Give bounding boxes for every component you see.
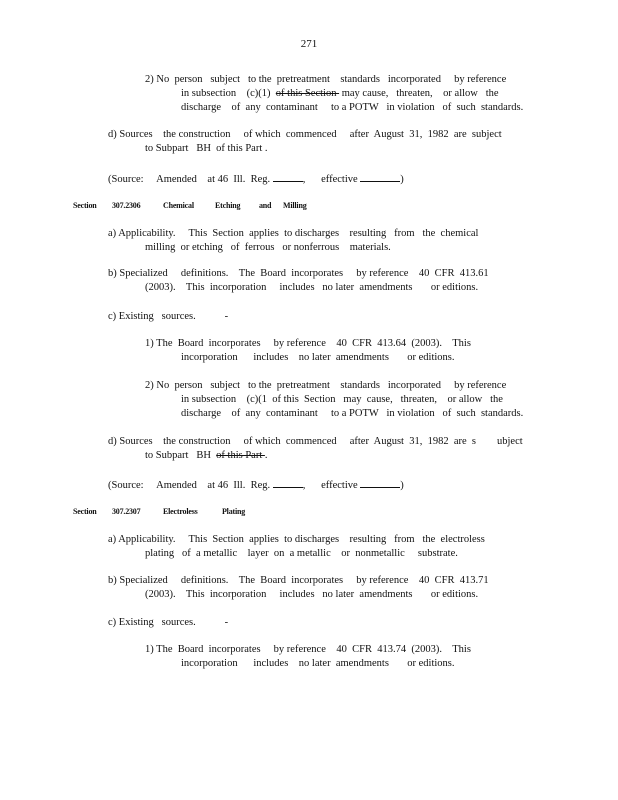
definitions-line-1: b) Specialized definitions. The Board incorporates by reference 40 CFR 413.71: [108, 575, 489, 586]
section-number: 307.2306: [112, 201, 141, 210]
source-note-1: (Source: Amended at 46 Ill. Reg. , effective ): [108, 171, 404, 186]
item-2-line-1: 2) No person subject to the pretreatment standards incorporated by reference: [145, 380, 507, 391]
section-title-word: Plating: [222, 507, 246, 516]
existing-sources-heading: c) Existing sources. -: [108, 311, 229, 322]
applicability-line-1: a) Applicability. This Section applies to discharges resulting from the electroless: [108, 534, 485, 545]
item-2-line-1: 2) No person subject to the pretreatment standards incorporated by reference: [145, 74, 507, 85]
applicability-line-1: a) Applicability. This Section applies to discharges resulting from the chemical: [108, 228, 479, 239]
item-d-line-1: d) Sources the construction of which commenced after August 31, 1982 are s ubject: [108, 436, 523, 447]
section-title-word: and: [259, 201, 272, 210]
deleted-text: of this Part: [216, 450, 265, 461]
section-title-word: Milling: [283, 201, 307, 210]
item-d-line-2: to Subpart BH of this Part .: [145, 450, 268, 461]
blank-line: [360, 477, 400, 488]
item-1-line-2: incorporation includes no later amendments or editions.: [181, 352, 455, 363]
section-label: Section: [73, 201, 97, 210]
blank-line: [273, 477, 303, 488]
item-d-line-1: d) Sources the construction of which commenced after August 31, 1982 are subject: [108, 129, 502, 140]
item-1-line-1: 1) The Board incorporates by reference 40 CFR 413.64 (2003). This: [145, 338, 471, 349]
definitions-line-1: b) Specialized definitions. The Board incorporates by reference 40 CFR 413.61: [108, 268, 489, 279]
blank-line: [273, 171, 303, 182]
blank-line: [360, 171, 400, 182]
source-note-2: (Source: Amended at 46 Ill. Reg. , effective ): [108, 477, 404, 492]
definitions-line-2: (2003). This incorporation includes no later amendments or editions.: [145, 282, 479, 293]
item-2-line-2: in subsection (c)(1) of this Section may cause, threaten, or allow the: [181, 88, 499, 99]
item-2-line-2: in subsection (c)(1 of this Section may cause, threaten, or allow the: [181, 394, 503, 405]
section-label: Section: [73, 507, 97, 516]
item-1-line-1: 1) The Board incorporates by reference 40 CFR 413.74 (2003). This: [145, 644, 471, 655]
section-title-word: Etching: [215, 201, 241, 210]
section-title-word: Electroless: [163, 507, 198, 516]
section-title-word: Chemical: [163, 201, 194, 210]
item-1-line-2: incorporation includes no later amendments or editions.: [181, 658, 455, 669]
item-2-line-3: discharge of any contaminant to a POTW in violation of such standards.: [181, 102, 524, 113]
applicability-line-2: plating of a metallic layer on a metallic or nonmetallic substrate.: [145, 548, 458, 559]
section-number: 307.2307: [112, 507, 141, 516]
item-d-line-2: to Subpart BH of this Part .: [145, 143, 268, 154]
item-2-line-3: discharge of any contaminant to a POTW in violation of such standards.: [181, 408, 524, 419]
existing-sources-heading: c) Existing sources. -: [108, 617, 229, 628]
deleted-text: of this Section: [275, 88, 340, 99]
applicability-line-2: milling or etching of ferrous or nonferrous materials.: [145, 242, 391, 253]
page-number: 271: [300, 38, 318, 50]
definitions-line-2: (2003). This incorporation includes no later amendments or editions.: [145, 589, 479, 600]
